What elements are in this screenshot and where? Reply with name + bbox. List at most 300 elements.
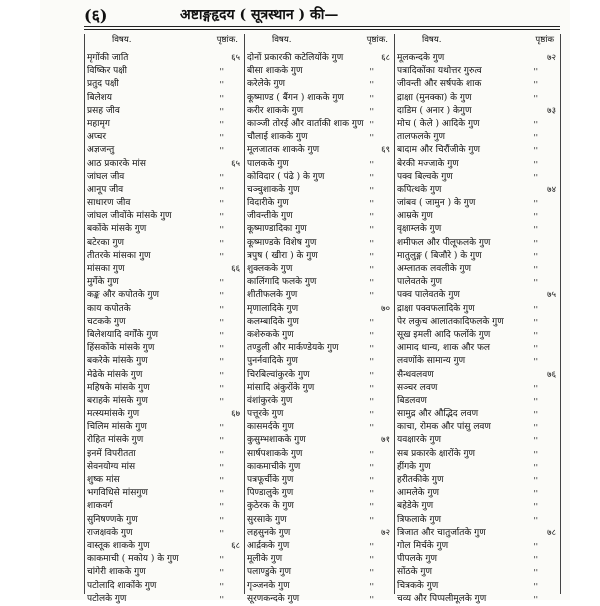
index-entry bbox=[394, 210, 560, 223]
ditto-mark: '' bbox=[369, 238, 374, 248]
entry-subject: हरीतकीके गुण bbox=[397, 475, 444, 485]
entry-subject: पत्तूरके गुण bbox=[247, 409, 284, 420]
index-entry bbox=[84, 593, 244, 606]
entry-subject: बहेडेके गुण bbox=[397, 501, 434, 512]
ditto-mark: '' bbox=[369, 225, 374, 235]
column-rows bbox=[84, 52, 244, 606]
ditto-mark: '' bbox=[533, 146, 538, 156]
index-entry bbox=[84, 289, 244, 302]
entry-subject: काय कपोतके bbox=[87, 303, 131, 314]
ditto-mark: '' bbox=[369, 278, 374, 288]
index-entry bbox=[244, 329, 394, 342]
heading-page: पृष्ठांक. bbox=[366, 35, 388, 45]
index-entry bbox=[84, 329, 244, 342]
heading-subject: विषय. bbox=[422, 35, 442, 45]
index-entry bbox=[394, 434, 560, 447]
index-entry bbox=[84, 527, 244, 540]
index-entry bbox=[244, 448, 394, 461]
index-entry bbox=[244, 580, 394, 593]
entry-subject: साधारण जीव bbox=[87, 198, 131, 209]
entry-subject: कङ्क और कपोतके गुण bbox=[87, 290, 160, 301]
ditto-mark: '' bbox=[369, 423, 374, 433]
ditto-mark: '' bbox=[219, 133, 224, 143]
entry-subject: गृञ्जनके गुण bbox=[247, 580, 290, 591]
index-entry bbox=[84, 144, 244, 157]
entry-subject: काकमाची ( मकोय ) के गुण bbox=[87, 554, 179, 565]
index-entry bbox=[244, 474, 394, 487]
ditto-mark: '' bbox=[369, 357, 374, 367]
index-entry bbox=[394, 92, 560, 105]
entry-subject: मोच ( केले ) आदिके गुण bbox=[397, 118, 480, 129]
ditto-mark: '' bbox=[533, 317, 538, 327]
entry-subject: अम्लातक लवलीके गुण bbox=[397, 264, 472, 274]
index-entry bbox=[244, 434, 394, 447]
entry-subject: पेर लकुच आलातकादिफलके गुण bbox=[397, 316, 504, 327]
index-entry bbox=[394, 580, 560, 593]
index-entry bbox=[84, 250, 244, 263]
entry-subject: पत्रादिकोंका यथोत्तर गुरुत्व bbox=[397, 66, 482, 77]
index-entry bbox=[244, 500, 394, 513]
entry-subject: शुक्लकके गुण bbox=[247, 264, 293, 274]
ditto-mark: '' bbox=[219, 93, 224, 103]
ditto-mark: '' bbox=[533, 265, 538, 274]
entry-subject: मूलीके गुण bbox=[247, 554, 283, 565]
index-entry bbox=[84, 395, 244, 408]
ditto-mark: '' bbox=[369, 489, 374, 499]
entry-page-number: ६५ bbox=[231, 158, 240, 169]
entry-page-number: ६६ bbox=[231, 264, 240, 274]
ditto-mark: '' bbox=[219, 67, 224, 77]
index-entry bbox=[244, 52, 394, 65]
entry-subject: तालफलके गुण bbox=[397, 132, 445, 143]
index-entry bbox=[84, 105, 244, 118]
entry-subject: सुरसाके गुण bbox=[247, 514, 287, 525]
index-entry bbox=[394, 144, 560, 157]
ditto-mark: '' bbox=[533, 383, 538, 393]
entry-subject: बकोंके मांसके गुण bbox=[87, 224, 147, 235]
ditto-mark: '' bbox=[533, 410, 538, 420]
ditto-mark: '' bbox=[533, 330, 538, 340]
ditto-mark: '' bbox=[533, 396, 538, 406]
index-entry bbox=[394, 316, 560, 329]
entry-subject: जांघल जीवोंके मांसके गुण bbox=[87, 211, 172, 222]
ditto-mark: '' bbox=[369, 251, 374, 261]
index-column-1 bbox=[84, 34, 244, 604]
index-entry bbox=[84, 421, 244, 434]
ditto-mark: '' bbox=[369, 594, 374, 604]
entry-subject: कुसुम्भशाकके गुण bbox=[247, 435, 306, 446]
index-entry bbox=[394, 131, 560, 144]
index-entry bbox=[244, 566, 394, 579]
entry-page-number: ७६ bbox=[547, 369, 556, 380]
ditto-mark: '' bbox=[219, 528, 224, 538]
ditto-mark: '' bbox=[219, 568, 224, 578]
index-entry bbox=[84, 566, 244, 579]
entry-subject: जीवन्ती और सर्षपके शाक bbox=[397, 79, 482, 90]
entry-subject: सैन्धवलवण bbox=[397, 369, 434, 380]
ditto-mark: '' bbox=[369, 515, 374, 525]
index-entry bbox=[84, 434, 244, 447]
entry-subject: शीतीफलके गुण bbox=[247, 290, 298, 301]
index-entry bbox=[394, 78, 560, 91]
entry-subject: मत्स्यमांसके गुण bbox=[87, 409, 140, 420]
index-entry bbox=[394, 118, 560, 131]
index-entry bbox=[244, 263, 394, 276]
index-entry bbox=[84, 408, 244, 421]
index-entry bbox=[394, 342, 560, 355]
entry-subject: राजक्षवके गुण bbox=[87, 527, 133, 538]
index-entry bbox=[84, 355, 244, 368]
ditto-mark: '' bbox=[533, 278, 538, 288]
index-entry bbox=[84, 131, 244, 144]
ditto-mark: '' bbox=[369, 119, 374, 129]
header-rule bbox=[84, 26, 560, 27]
index-entry bbox=[84, 500, 244, 513]
entry-subject: अप्चर bbox=[87, 132, 107, 143]
entry-subject: कूष्माण्डके विशेष गुण bbox=[247, 237, 317, 248]
entry-page-number: ७८ bbox=[547, 527, 556, 538]
entry-subject: पालेवतके गुण bbox=[397, 277, 443, 288]
ditto-mark: '' bbox=[369, 396, 374, 406]
entry-subject: चञ्चुशाकके गुण bbox=[247, 184, 300, 195]
index-entry bbox=[84, 78, 244, 91]
index-entry bbox=[244, 553, 394, 566]
index-entry bbox=[244, 250, 394, 263]
entry-subject: बादाम और चिरौंजीके गुण bbox=[397, 145, 480, 156]
ditto-mark: '' bbox=[219, 278, 224, 288]
entry-subject: सेवनयोग्य मांस bbox=[87, 461, 136, 472]
entry-subject: बिलेशय bbox=[87, 92, 112, 103]
ditto-mark: '' bbox=[533, 80, 538, 90]
ditto-mark: '' bbox=[219, 119, 224, 129]
entry-subject: शुष्क मांस bbox=[87, 475, 120, 485]
entry-page-number: ६७ bbox=[231, 409, 240, 420]
index-entry bbox=[244, 421, 394, 434]
ditto-mark: '' bbox=[533, 251, 538, 261]
entry-subject: मूलकन्दके गुण bbox=[397, 53, 445, 63]
entry-subject: हिंसकोंके मांसके गुण bbox=[87, 343, 155, 354]
index-entry bbox=[244, 593, 394, 606]
index-entry bbox=[394, 527, 560, 540]
ditto-mark: '' bbox=[219, 370, 224, 380]
entry-subject: करीर शाकके गुण bbox=[247, 105, 304, 116]
index-entry bbox=[84, 171, 244, 184]
index-entry bbox=[84, 316, 244, 329]
entry-subject: आठ प्रकारके मांस bbox=[87, 158, 146, 169]
index-entry bbox=[244, 527, 394, 540]
index-entry bbox=[244, 487, 394, 500]
column-heading bbox=[84, 34, 244, 48]
entry-subject: चव्य और पिप्पलीमूलके गुण bbox=[397, 593, 487, 604]
entry-subject: विदारीके गुण bbox=[247, 198, 289, 209]
entry-subject: चिलिम मांसके गुण bbox=[87, 422, 147, 433]
index-entry bbox=[244, 184, 394, 197]
page-title: अष्टाङ्गहृदय ( सूत्रस्थान ) की— bbox=[180, 7, 339, 23]
index-entry bbox=[84, 540, 244, 553]
entry-subject: प्रतुद पक्षी bbox=[87, 79, 119, 90]
ditto-mark: '' bbox=[219, 225, 224, 235]
index-entry bbox=[244, 223, 394, 236]
entry-subject: मांसादि अंकुरोंके गुण bbox=[247, 382, 315, 393]
entry-subject: बिलेशयादि वर्गोंके गुण bbox=[87, 329, 158, 340]
index-entry bbox=[244, 197, 394, 210]
index-entry bbox=[394, 461, 560, 474]
ditto-mark: '' bbox=[533, 119, 538, 129]
index-entry bbox=[244, 118, 394, 131]
page-number: (६) bbox=[84, 6, 108, 25]
column-rows bbox=[394, 52, 560, 606]
entry-subject: बीसा शाकके गुण bbox=[247, 66, 303, 77]
ditto-mark: '' bbox=[369, 410, 374, 420]
ditto-mark: '' bbox=[369, 291, 374, 301]
entry-subject: विष्किर पक्षी bbox=[87, 66, 128, 77]
index-entry bbox=[84, 461, 244, 474]
ditto-mark: '' bbox=[219, 185, 224, 195]
ditto-mark: '' bbox=[369, 370, 374, 380]
entry-subject: मांसका गुण bbox=[87, 264, 125, 274]
ditto-mark: '' bbox=[369, 172, 374, 182]
ditto-mark: '' bbox=[219, 80, 224, 90]
entry-subject: बिडलवण bbox=[397, 395, 427, 406]
entry-subject: लहसुनके गुण bbox=[247, 527, 291, 538]
ditto-mark: '' bbox=[533, 172, 538, 182]
ditto-mark: '' bbox=[369, 541, 374, 551]
entry-subject: चिरबिल्वांकुरके गुण bbox=[247, 369, 310, 380]
entry-subject: मातुलुङ्ग ( बिजौरे ) के गुण bbox=[397, 250, 482, 261]
table-border-right bbox=[560, 34, 561, 594]
entry-subject: त्रिजात और चातुर्जातके गुण bbox=[397, 527, 486, 538]
entry-subject: आर्द्रकके गुण bbox=[247, 540, 290, 551]
entry-subject: पक्व पालेवतके गुण bbox=[397, 290, 460, 301]
entry-subject: सार्षपशाकके गुण bbox=[247, 448, 303, 459]
index-entry bbox=[84, 263, 244, 276]
entry-subject: बकरेके मांसके गुण bbox=[87, 356, 148, 367]
entry-subject: कलम्बादिके गुण bbox=[247, 316, 299, 327]
entry-subject: कूष्माण्डादिका गुण bbox=[247, 224, 307, 235]
entry-page-number: ७० bbox=[381, 303, 390, 314]
index-entry bbox=[394, 223, 560, 236]
ditto-mark: '' bbox=[369, 265, 374, 274]
ditto-mark: '' bbox=[369, 383, 374, 393]
index-entry bbox=[244, 395, 394, 408]
index-entry bbox=[394, 197, 560, 210]
entry-subject: मृगोंकी जाति bbox=[87, 53, 129, 63]
ditto-mark: '' bbox=[219, 476, 224, 485]
entry-subject: आमाद धान्य, शाक और फल bbox=[397, 343, 491, 354]
index-entry bbox=[394, 171, 560, 184]
index-entry bbox=[394, 514, 560, 527]
entry-subject: प्रसह जीव bbox=[87, 105, 120, 116]
index-entry bbox=[394, 593, 560, 606]
entry-subject: द्राक्षा पक्वफलादिके गुण bbox=[397, 303, 475, 314]
heading-subject: विषय. bbox=[272, 35, 292, 45]
entry-subject: चौलाई शाकके गुण bbox=[247, 132, 308, 143]
index-entry bbox=[394, 395, 560, 408]
entry-subject: शाकवर्ग bbox=[87, 501, 113, 512]
entry-subject: बेरकी मज्जाके गुण bbox=[397, 158, 459, 169]
entry-subject: काकमाचीके गुण bbox=[247, 461, 301, 472]
entry-subject: इनमें विपरीतता bbox=[87, 448, 136, 459]
ditto-mark: '' bbox=[219, 423, 224, 433]
index-entry bbox=[244, 369, 394, 382]
index-entry bbox=[244, 382, 394, 395]
entry-subject: सञ्चर लवण bbox=[397, 382, 438, 393]
column-rows bbox=[244, 52, 394, 606]
ditto-mark: '' bbox=[369, 212, 374, 222]
index-entry bbox=[244, 303, 394, 316]
index-entry bbox=[394, 263, 560, 276]
ditto-mark: '' bbox=[369, 133, 374, 143]
entry-subject: अज्ञजन्तु bbox=[87, 145, 115, 156]
entry-subject: सोंठके गुण bbox=[397, 567, 432, 578]
ditto-mark: '' bbox=[369, 330, 374, 340]
ditto-mark: '' bbox=[219, 581, 224, 591]
index-entry bbox=[84, 223, 244, 236]
index-entry bbox=[84, 52, 244, 65]
index-entry bbox=[84, 237, 244, 250]
ditto-mark: '' bbox=[369, 199, 374, 209]
ditto-mark: '' bbox=[533, 541, 538, 551]
index-entry bbox=[84, 553, 244, 566]
ditto-mark: '' bbox=[219, 106, 224, 116]
index-entry bbox=[84, 184, 244, 197]
entry-subject: वृक्षाम्लके गुण bbox=[397, 224, 442, 235]
index-entry bbox=[84, 342, 244, 355]
ditto-mark: '' bbox=[533, 133, 538, 143]
index-entry bbox=[84, 474, 244, 487]
ditto-mark: '' bbox=[533, 199, 538, 209]
entry-subject: पिण्डालुके गुण bbox=[247, 488, 294, 499]
ditto-mark: '' bbox=[533, 462, 538, 472]
entry-page-number: ६८ bbox=[381, 53, 390, 63]
entry-subject: मुर्गेके गुण bbox=[87, 277, 119, 288]
index-entry bbox=[394, 408, 560, 421]
index-entry bbox=[84, 514, 244, 527]
entry-subject: हींगके गुण bbox=[397, 461, 431, 472]
heading-page: पृष्ठांक bbox=[535, 35, 554, 45]
ditto-mark: '' bbox=[219, 489, 224, 499]
index-entry bbox=[84, 369, 244, 382]
entry-subject: सूरणकन्दके गुण bbox=[247, 593, 300, 604]
entry-subject: करेलेके गुण bbox=[247, 79, 286, 90]
entry-subject: कोविदार ( पंढे ) के गुण bbox=[247, 171, 325, 182]
entry-subject: वंशांकुरके गुण bbox=[247, 395, 293, 406]
ditto-mark: '' bbox=[369, 502, 374, 512]
ditto-mark: '' bbox=[369, 67, 374, 77]
entry-subject: रोहित मांसके गुण bbox=[87, 435, 144, 446]
index-entry bbox=[84, 487, 244, 500]
index-entry bbox=[394, 105, 560, 118]
ditto-mark: '' bbox=[219, 238, 224, 248]
entry-subject: जीवन्तीके गुण bbox=[247, 211, 293, 222]
ditto-mark: '' bbox=[369, 344, 374, 354]
index-entry bbox=[244, 540, 394, 553]
index-entry bbox=[394, 448, 560, 461]
index-entry bbox=[244, 461, 394, 474]
index-entry bbox=[394, 382, 560, 395]
entry-subject: पुनर्नवादिके गुण bbox=[247, 356, 298, 367]
index-entry bbox=[394, 566, 560, 579]
index-entry bbox=[84, 303, 244, 316]
ditto-mark: '' bbox=[219, 436, 224, 446]
ditto-mark: '' bbox=[533, 436, 538, 446]
ditto-mark: '' bbox=[219, 172, 224, 182]
entry-subject: चटकके गुण bbox=[87, 316, 126, 327]
ditto-mark: '' bbox=[219, 357, 224, 367]
ditto-mark: '' bbox=[219, 330, 224, 340]
ditto-mark: '' bbox=[369, 80, 374, 90]
page-header bbox=[40, 4, 570, 26]
ditto-mark: '' bbox=[369, 185, 374, 195]
index-column-2 bbox=[244, 34, 394, 604]
document-page bbox=[40, 0, 570, 604]
entry-subject: त्रपुष ( खीरा ) के गुण bbox=[247, 250, 318, 261]
entry-subject: आमलेके गुण bbox=[397, 488, 440, 499]
ditto-mark: '' bbox=[219, 449, 224, 459]
entry-subject: मूलजातक शाकके गुण bbox=[247, 145, 320, 156]
index-entry bbox=[394, 289, 560, 302]
ditto-mark: '' bbox=[219, 291, 224, 301]
heading-page: पृष्ठांक. bbox=[216, 35, 238, 45]
header-rule-thin bbox=[84, 29, 560, 30]
index-entry bbox=[84, 92, 244, 105]
ditto-mark: '' bbox=[219, 304, 224, 314]
entry-subject: बराहके मांसके गुण bbox=[87, 395, 148, 406]
entry-subject: कुठेरक के गुण bbox=[247, 501, 294, 512]
entry-subject: कूष्माण्ड ( बैंगन ) शाकके गुण bbox=[247, 92, 344, 103]
entry-page-number: ६५ bbox=[231, 53, 240, 63]
entry-page-number: ७३ bbox=[547, 105, 556, 116]
index-entry bbox=[394, 421, 560, 434]
index-entry bbox=[394, 369, 560, 382]
ditto-mark: '' bbox=[219, 462, 224, 472]
index-table bbox=[84, 34, 560, 604]
entry-subject: तण्डुली और मार्कण्डेयके गुण bbox=[247, 343, 339, 354]
entry-subject: तीतरके मांसका गुण bbox=[87, 250, 151, 261]
index-entry bbox=[84, 382, 244, 395]
index-entry bbox=[394, 329, 560, 342]
entry-subject: आम्रके गुण bbox=[397, 211, 433, 222]
entry-subject: मृणालादिके गुण bbox=[247, 303, 299, 314]
entry-subject: पालकके गुण bbox=[247, 158, 289, 169]
index-entry bbox=[394, 65, 560, 78]
ditto-mark: '' bbox=[533, 357, 538, 367]
index-entry bbox=[84, 580, 244, 593]
index-entry bbox=[84, 118, 244, 131]
ditto-mark: '' bbox=[533, 489, 538, 499]
index-entry bbox=[244, 289, 394, 302]
ditto-mark: '' bbox=[219, 383, 224, 393]
entry-subject: शमीफल और पीलूफलके गुण bbox=[397, 237, 491, 248]
index-entry bbox=[244, 92, 394, 105]
index-entry bbox=[84, 276, 244, 289]
ditto-mark: '' bbox=[369, 317, 374, 327]
entry-subject: गोल मिर्चके गुण bbox=[397, 540, 449, 551]
heading-subject: विषय. bbox=[112, 35, 132, 45]
ditto-mark: '' bbox=[219, 396, 224, 406]
ditto-mark: '' bbox=[533, 502, 538, 512]
index-entry bbox=[244, 237, 394, 250]
index-entry bbox=[244, 65, 394, 78]
entry-subject: यवक्षारके गुण bbox=[397, 435, 442, 446]
entry-subject: कशेरुकके गुण bbox=[247, 329, 294, 340]
entry-subject: सूख इमली आदि फलोंके गुण bbox=[397, 329, 491, 340]
entry-subject: पीपलके गुण bbox=[397, 554, 438, 565]
column-heading bbox=[394, 34, 560, 48]
ditto-mark: '' bbox=[369, 159, 374, 169]
ditto-mark: '' bbox=[533, 344, 538, 354]
ditto-mark: '' bbox=[533, 423, 538, 433]
